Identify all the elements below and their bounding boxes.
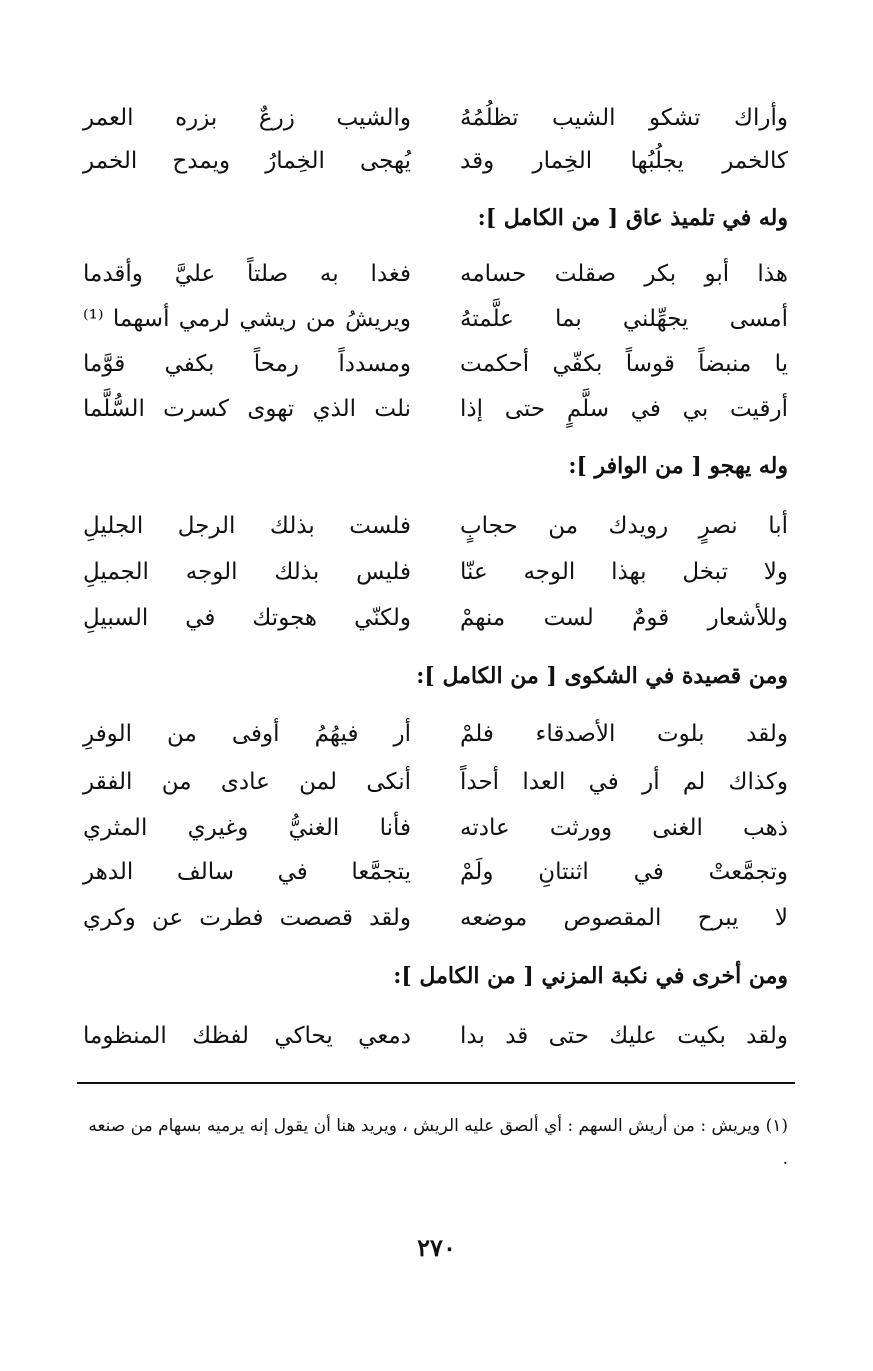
- verse-first-hemistich: ذهب الغنى وورثت عادته: [460, 815, 788, 841]
- verse-second-hemistich: أنكى لمن عادى من الفقر: [83, 769, 411, 795]
- verse-first-hemistich: ولا تبخل بهذا الوجه عنّا: [460, 559, 788, 585]
- verse-second-hemistich: والشيب زرعٌ بزره العمر: [83, 105, 411, 131]
- page-number: ٢٧٠: [417, 1233, 456, 1262]
- verse-second-hemistich: نلت الذي تهوى كسرت السُّلَّما: [83, 396, 411, 422]
- verse-first-hemistich: هذا أبو بكر صقلت حسامه: [460, 261, 788, 287]
- verse-first-hemistich: كالخمر يجلُبُها الخِمار وقد: [460, 148, 788, 174]
- verse-second-hemistich: فلست بذلك الرجل الجليلِ: [83, 513, 411, 539]
- verse-line: [83, 297, 788, 341]
- verse-line: [83, 252, 788, 296]
- verse-second-hemistich: يتجمَّعا في سالف الدهر: [83, 859, 411, 885]
- verse-line: [83, 896, 788, 940]
- verse-second-hemistich: فأنا الغنيُّ وغيري المثري: [83, 815, 411, 841]
- verse-line: [83, 387, 788, 431]
- verse-first-hemistich: أرقيت بي في سلَّمٍ حتى إذا: [460, 396, 788, 422]
- verse-line: [83, 1014, 788, 1058]
- section-heading: وله في تلميذ عاق [ من الكامل ]:: [477, 205, 788, 231]
- verse-second-hemistich: ولكنّي هجوتك في السبيلِ: [83, 605, 411, 631]
- verse-line: [83, 139, 788, 183]
- verse-line: [83, 504, 788, 548]
- verse-first-hemistich: ولقد بكيت عليك حتى قد بدا: [460, 1023, 788, 1049]
- verse-first-hemistich: أبا نصرٍ رويدك من حجابٍ: [460, 513, 788, 539]
- verse-second-hemistich: ومسدداً رمحاً بكفي قوَّما: [83, 351, 411, 377]
- verse-second-hemistich: ولقد قصصت فطرت عن وكري: [83, 905, 411, 931]
- verse-first-hemistich: وللأشعار قومٌ لست منهمْ: [460, 605, 788, 631]
- verse-first-hemistich: وتجمَّعتْ في اثنتانِ ولَمْ: [460, 859, 788, 885]
- verse-first-hemistich: يا منبضاً قوساً بكفّي أحكمت: [460, 351, 788, 377]
- verse-first-hemistich: وأراك تشكو الشيب تظلُمُهُ: [460, 105, 788, 131]
- section-heading: ومن أخرى في نكبة المزني [ من الكامل ]:: [393, 963, 788, 989]
- section-heading: وله يهجو [ من الوافر ]:: [568, 453, 788, 479]
- verse-first-hemistich: لا يبرح المقصوص موضعه: [460, 905, 788, 931]
- verse-second-hemistich: فغدا به صلتاً عليَّ وأقدما: [83, 261, 411, 287]
- verse-line: [83, 806, 788, 850]
- verse-first-hemistich: وكذاك لم أر في العدا أحداً: [460, 769, 788, 795]
- footnote: (١) ويريش : من أريش السهم : أي ألصق عليه الريش ، ويريد هنا أن يقول إنه يرميه بسهام من صنعه .: [88, 1116, 788, 1169]
- verse-line: [83, 760, 788, 804]
- verse-line: [83, 96, 788, 140]
- verse-first-hemistich: ولقد بلوت الأصدقاء فلمْ: [460, 721, 788, 747]
- footnote-divider: [77, 1082, 795, 1084]
- verse-line: [83, 550, 788, 594]
- verse-second-hemistich: دمعي يحاكي لفظك المنظوما: [83, 1023, 411, 1049]
- verse-second-hemistich: ويريشُ من ريشي لرمي أسهما ⁽¹⁾: [83, 306, 411, 332]
- verse-line: [83, 712, 788, 756]
- verse-line: [83, 850, 788, 894]
- verse-line: [83, 342, 788, 386]
- verse-line: [83, 596, 788, 640]
- verse-first-hemistich: أمسى يجهِّلني بما علَّمتهُ: [460, 306, 788, 332]
- verse-second-hemistich: فليس بذلك الوجه الجميلِ: [83, 559, 411, 585]
- verse-second-hemistich: أر فيهُمُ أوفى من الوفرِ: [83, 721, 411, 747]
- section-heading: ومن قصيدة في الشكوى [ من الكامل ]:: [416, 663, 788, 689]
- verse-second-hemistich: يُهجى الخِمارُ ويمدح الخمر: [83, 148, 411, 174]
